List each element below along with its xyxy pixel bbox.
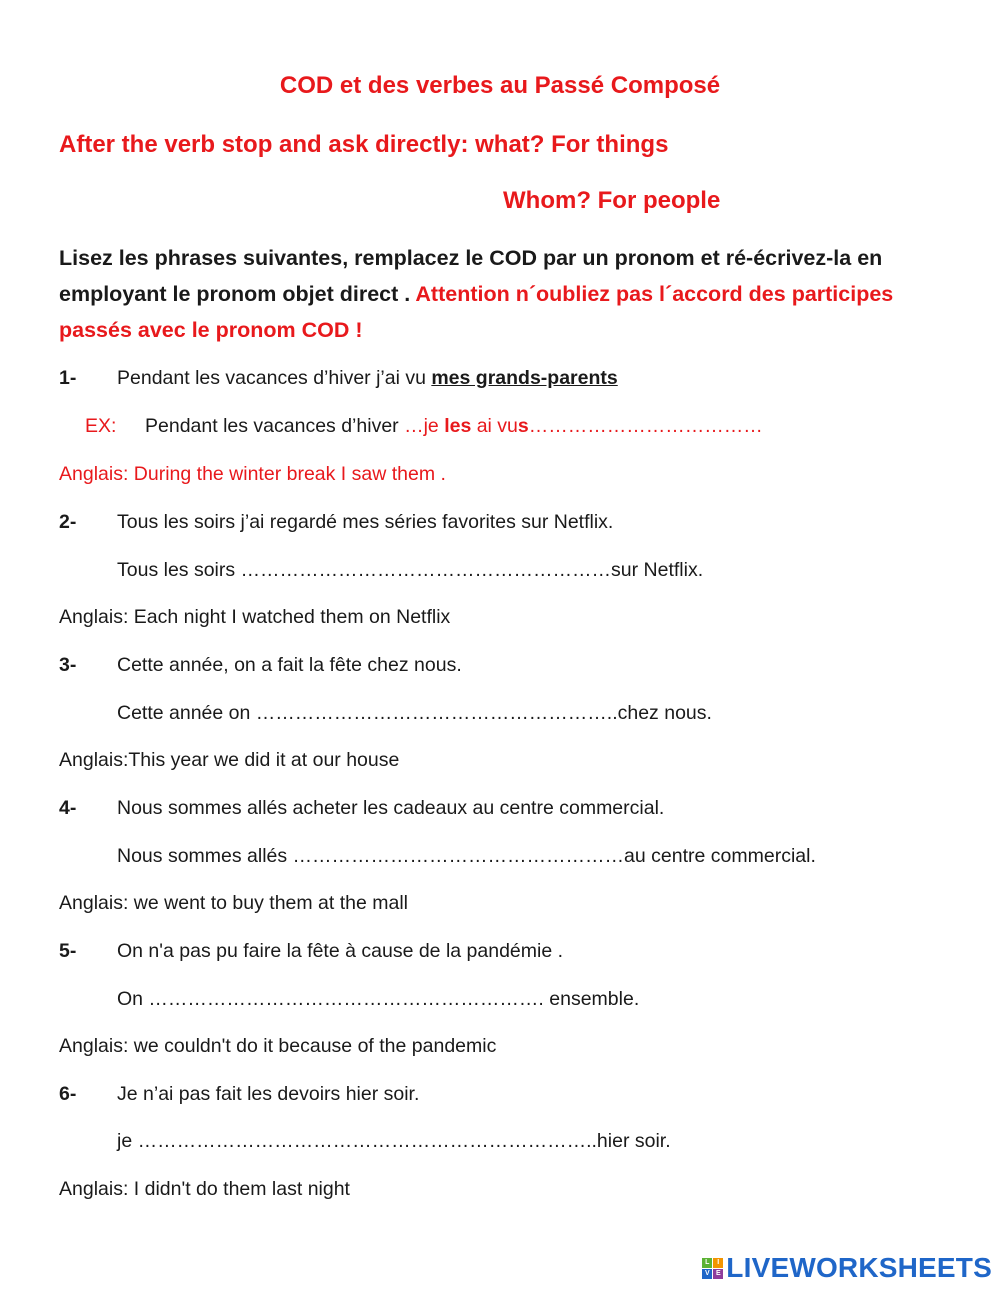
item-translation: Anglais:This year we did it at our house xyxy=(59,749,400,771)
instructions-warning: Attention n´oubliez pas l´accord des participes passés avec le pronom COD ! xyxy=(59,282,894,342)
liveworksheets-logo xyxy=(702,1252,992,1284)
example-answer xyxy=(145,415,763,438)
item-answer-blank[interactable]: On ……………………………………………………. ensemble. xyxy=(117,988,640,1010)
item-translation: Anglais: I didn't do them last night xyxy=(59,1178,350,1200)
item-number: 3- xyxy=(59,654,77,676)
page-title: COD et des verbes au Passé Composé xyxy=(279,72,721,99)
item-answer-blank[interactable]: Tous les soirs …………………………………………………sur Netflix. xyxy=(117,559,704,581)
item-number: 2- xyxy=(59,511,77,533)
logo-letter: L xyxy=(702,1258,712,1268)
logo-letter: V xyxy=(702,1269,712,1279)
example-cod: mes grands-parents xyxy=(431,367,618,389)
item-sentence: Je n’ai pas fait les devoirs hier soir. xyxy=(117,1083,420,1105)
example-verb: ai vu xyxy=(471,415,518,437)
example-sentence xyxy=(117,367,618,390)
item-translation: Anglais: we went to buy them at the mall xyxy=(59,892,409,914)
item-number: 4- xyxy=(59,797,77,819)
rule-line-whom: Whom? For people xyxy=(503,187,721,214)
logo-letter: E xyxy=(713,1269,723,1279)
item-translation: Anglais: Each night I watched them on Netflix xyxy=(59,606,451,628)
item-sentence: On n'a pas pu faire la fête à cause de la pandémie . xyxy=(117,940,564,962)
item-sentence: Cette année, on a fait la fête chez nous. xyxy=(117,654,462,676)
item-translation: Anglais: we couldn't do it because of the pandemic xyxy=(59,1035,497,1057)
item-number: 5- xyxy=(59,940,77,962)
item-number: 1- xyxy=(59,367,77,389)
example-dots: ……………………………… xyxy=(528,415,763,437)
item-number: 6- xyxy=(59,1083,77,1105)
item-answer-blank[interactable]: Cette année on ………………………………………………..chez nous. xyxy=(117,702,712,724)
liveworksheets-logo-text: LIVEWORKSHEETS xyxy=(726,1252,992,1283)
example-pronoun: les xyxy=(444,415,472,437)
item-sentence: Nous sommes allés acheter les cadeaux au centre commercial. xyxy=(117,797,665,819)
item-answer-blank[interactable]: Nous sommes allés ……………………………………………au centre commercial. xyxy=(117,845,816,867)
example-answer-text: Pendant les vacances d’hiver xyxy=(145,415,405,437)
instructions xyxy=(59,240,939,348)
rule-line-what: After the verb stop and ask directly: what? For things xyxy=(59,131,669,158)
item-sentence: Tous les soirs j’ai regardé mes séries favorites sur Netflix. xyxy=(117,511,614,533)
item-answer-blank[interactable]: je ……………………………………………………………..hier soir. xyxy=(117,1130,671,1152)
example-agreement: s xyxy=(517,415,529,437)
example-label: EX: xyxy=(85,415,117,437)
liveworksheets-logo-icon xyxy=(702,1258,723,1279)
example-translation: Anglais: During the winter break I saw them . xyxy=(59,463,446,485)
instructions-text: Lisez les phrases suivantes, remplacez le COD par un pronom et ré-écrivez-la en employant le pronom objet direct . xyxy=(59,246,883,306)
example-sentence-text: Pendant les vacances d’hiver j’ai vu xyxy=(117,367,432,389)
example-answer-red: …je xyxy=(404,415,445,437)
logo-letter: I xyxy=(713,1258,723,1268)
